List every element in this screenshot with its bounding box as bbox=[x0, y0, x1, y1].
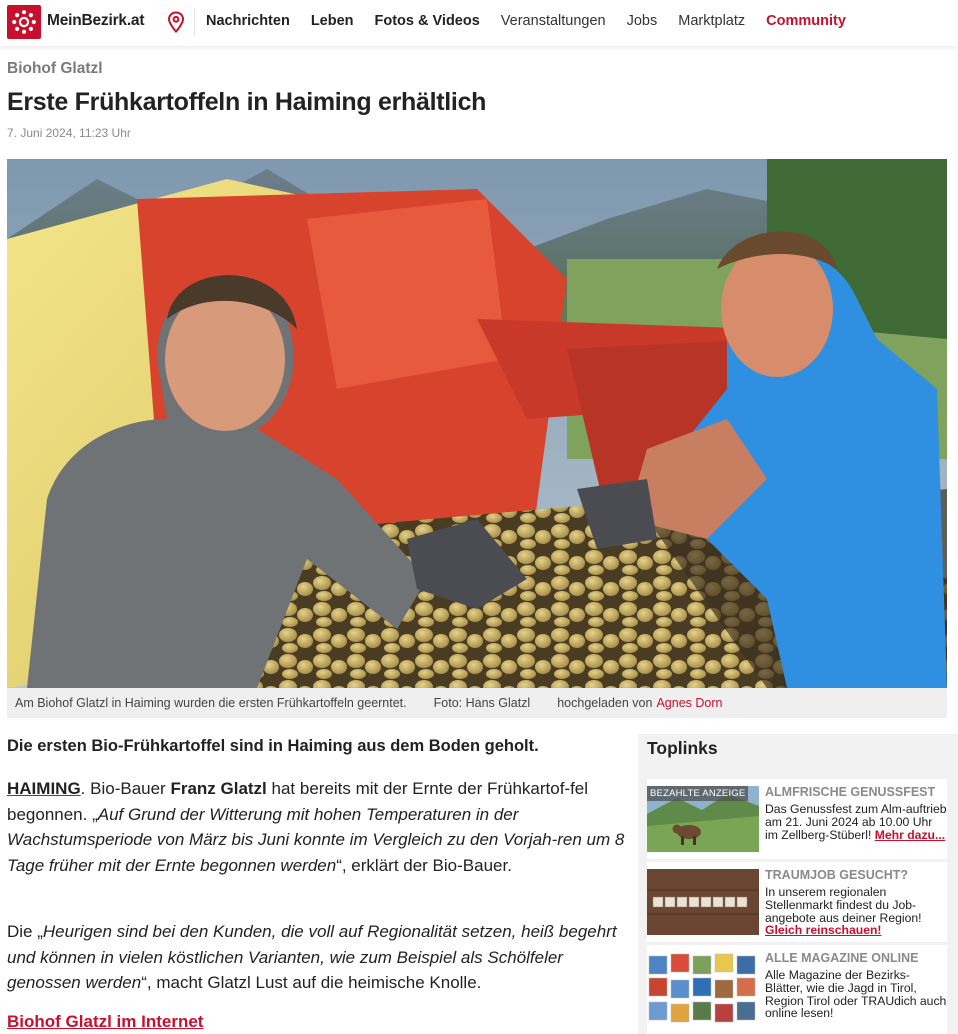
article-photo[interactable] bbox=[7, 159, 947, 688]
uploader-link[interactable]: Agnes Dorn bbox=[656, 696, 723, 710]
paid-ad-badge: BEZAHLTE ANZEIGE bbox=[647, 786, 748, 801]
nav-item-community[interactable]: Community bbox=[766, 13, 846, 29]
nav-item-fotos-videos[interactable]: Fotos & Videos bbox=[374, 13, 480, 29]
toplink-title[interactable]: ALLE MAGAZINE ONLINE bbox=[765, 951, 919, 965]
nav-item-veranstaltungen[interactable]: Veranstaltungen bbox=[500, 13, 606, 29]
site-logo-text[interactable]: MeinBezirk.at bbox=[47, 12, 145, 29]
toplink-text: Alle Magazine der Bezirks-Blätter, wie die Jagd in Tirol, Region Tirol oder TRAUdich auch online lesen! bbox=[765, 968, 947, 1021]
paragraph-text: Die „ bbox=[7, 922, 43, 941]
article-paragraph-1 bbox=[7, 776, 632, 878]
toplink-text bbox=[765, 803, 947, 841]
toplink-title[interactable]: ALMFRISCHE GENUSSFEST bbox=[765, 785, 936, 799]
photo-caption-bar bbox=[7, 688, 947, 718]
nav-item-marktplatz[interactable]: Marktplatz bbox=[678, 13, 746, 29]
toplink-thumbnail[interactable] bbox=[647, 952, 759, 1024]
more-link[interactable]: Gleich reinschauen! bbox=[765, 923, 882, 938]
paragraph-text: . Bio-Bauer bbox=[80, 779, 171, 798]
toplink-text bbox=[765, 886, 947, 937]
photo-credit: Foto: Hans Glatzl bbox=[433, 696, 531, 710]
top-navigation-bar bbox=[0, 0, 958, 46]
toplink-title[interactable]: TRAUMJOB GESUCHT? bbox=[765, 868, 909, 882]
toplink-card[interactable] bbox=[647, 945, 947, 1034]
toplink-description: Das Genussfest zum Alm-auftrieb am 21. Juni 2024 ab 10.00 Uhr im Zellberg-Stüberl! bbox=[765, 802, 947, 842]
nav-item-nachrichten[interactable]: Nachrichten bbox=[206, 13, 290, 29]
photo-caption: Am Biohof Glatzl in Haiming wurden die ersten Frühkartoffeln geerntet. bbox=[15, 696, 407, 710]
location-pin-icon[interactable] bbox=[166, 11, 186, 33]
nav-item-jobs[interactable]: Jobs bbox=[626, 13, 658, 29]
uploaded-by-label: hochgeladen von bbox=[557, 696, 653, 710]
toplink-description: In unserem regionalen Stellenmarkt findest du Job-angebote aus deiner Region! bbox=[765, 885, 922, 925]
article-category[interactable]: Biohof Glatzl bbox=[7, 60, 103, 77]
toplink-thumbnail[interactable] bbox=[647, 869, 759, 935]
toplink-card[interactable] bbox=[647, 779, 947, 859]
nav-divider bbox=[194, 8, 195, 36]
paragraph-text: “, erklärt der Bio-Bauer. bbox=[336, 855, 512, 875]
main-navigation bbox=[206, 13, 867, 29]
toplinks-sidebar bbox=[638, 734, 958, 1034]
toplink-card[interactable] bbox=[647, 862, 947, 942]
quote-text: Auf Grund der Witterung mit hohen Temperaturen in der Wachstumsperiode von März bis Juni konnte im Vergleich zu den Vorjah-ren um 8 Tage früher mit der Ernte begonnen werden bbox=[7, 804, 625, 875]
quote-text: Heurigen sind bei den Kunden, die voll auf Regionalität setzen, heiß begehrt und können in vielen köstlichen Varianten, wie zum Beispiel als Schölfeler genossen werden bbox=[7, 922, 617, 992]
toplink-thumbnail[interactable] bbox=[647, 786, 759, 852]
article-paragraph-2 bbox=[7, 919, 632, 996]
location-tag-link[interactable]: HAIMING bbox=[7, 779, 81, 798]
nav-item-leben[interactable]: Leben bbox=[310, 13, 354, 29]
article-title: Erste Frühkartoffeln in Haiming erhältlich bbox=[7, 88, 487, 116]
paragraph-text: “, macht Glatzl Lust auf die heimische Knolle. bbox=[141, 973, 482, 992]
potato-harvest-image bbox=[7, 159, 947, 688]
more-link[interactable]: Mehr dazu... bbox=[874, 827, 946, 842]
sun-logo-icon[interactable] bbox=[7, 5, 41, 39]
article-date: 7. Juni 2024, 11:23 Uhr bbox=[7, 126, 131, 140]
person-name: Franz Glatzl bbox=[170, 779, 267, 798]
article-lead: Die ersten Bio-Frühkartoffel sind in Haiming aus dem Boden geholt. bbox=[7, 737, 539, 755]
website-link[interactable]: Biohof Glatzl im Internet bbox=[7, 1012, 204, 1031]
sidebar-title: Toplinks bbox=[647, 738, 718, 758]
paragraph-text: hat bereits mit der Ernte der Frühkartof-fel begonnen. „ bbox=[7, 779, 589, 824]
